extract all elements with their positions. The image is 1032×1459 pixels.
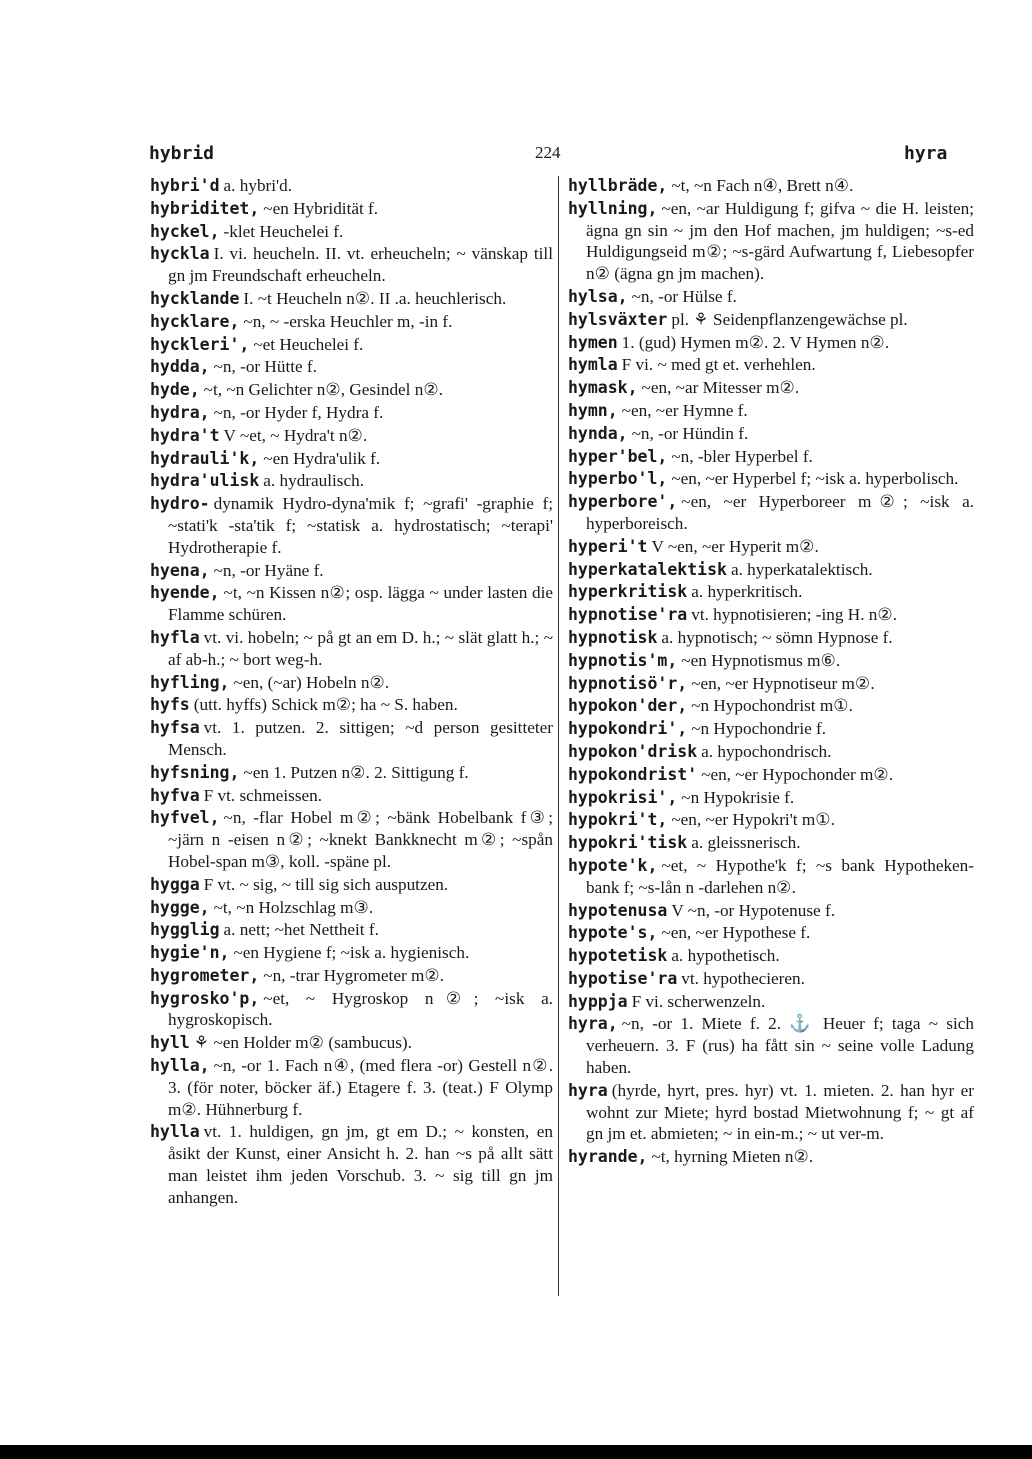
dictionary-entry <box>568 650 974 672</box>
dictionary-entry <box>568 309 974 331</box>
entry-headword: hyperkritisk <box>568 582 688 602</box>
dictionary-entry <box>568 175 974 197</box>
entry-definition: ~n, -or Hyder f, Hydra f. <box>213 402 384 422</box>
dictionary-entry <box>150 1055 553 1120</box>
entry-headword: hylla <box>150 1122 200 1142</box>
entry-definition: pl. ⚘ Seidenpflanzengewächse pl. <box>671 309 908 329</box>
entry-definition: a. hypnotisch; ~ sömn Hypnose f. <box>661 627 893 647</box>
entry-headword: hydra, <box>150 402 210 422</box>
entry-headword: hyfsa <box>150 718 200 738</box>
entry-definition: I. ~t Heucheln n②. II .a. heuchlerisch. <box>243 288 507 308</box>
entry-definition: (utt. hyffs) Schick m②; ha ~ S. haben. <box>193 695 458 715</box>
entry-headword: hyende, <box>150 583 220 603</box>
dictionary-entry <box>568 900 974 922</box>
entry-definition: ~et, ~ Hygroskop n②; ~isk a. hygroskopisch. <box>168 988 553 1030</box>
dictionary-entry <box>568 855 974 899</box>
entry-headword: hypotenusa <box>568 900 668 920</box>
header-first-word: hybrid <box>149 143 215 164</box>
entry-definition: ~t, ~n Holzschlag m③. <box>213 897 374 917</box>
entry-definition: a. hypochondrisch. <box>701 741 832 761</box>
dictionary-entry <box>150 897 553 919</box>
right-column <box>568 175 974 1169</box>
entry-headword: hypnotisö'r, <box>568 673 688 693</box>
entry-definition: ~en Hygiene f; ~isk a. hygienisch. <box>233 943 470 963</box>
dictionary-entry <box>568 491 974 535</box>
entry-definition: ~n, -or Hündin f. <box>631 423 749 443</box>
entry-headword: hycklare, <box>150 311 240 331</box>
entry-definition: ~n Hypochondrie f. <box>691 719 827 739</box>
entry-headword: hylsa, <box>568 286 628 306</box>
dictionary-entry <box>150 402 553 424</box>
entry-headword: hydrauli'k, <box>150 448 260 468</box>
entry-headword: hymen <box>568 332 618 352</box>
entry-headword: hypotise'ra <box>568 968 678 988</box>
entry-definition: ~en, ~er Hypnotiseur m②. <box>691 673 875 693</box>
entry-headword: hyllbräde, <box>568 176 668 195</box>
entry-headword: hygga <box>150 874 200 894</box>
entry-headword: hylsväxter <box>568 309 668 329</box>
dictionary-entry <box>568 400 974 422</box>
entry-headword: hymla <box>568 355 618 375</box>
entry-headword: hybri'd <box>150 176 220 195</box>
dictionary-entry <box>568 945 974 967</box>
dictionary-entry <box>568 354 974 376</box>
entry-definition: dynamik Hydro-dyna'mik f; ~grafi' -graphie f; ~stati'k -sta'tik f; ~statisk a. hydrostatisch; ~terapi' Hydrotherapie f. <box>168 494 553 557</box>
entry-definition: a. hybri'd. <box>223 176 293 195</box>
dictionary-entry <box>150 942 553 964</box>
dictionary-entry <box>150 470 553 492</box>
entry-definition: ~n, -bler Hyperbel f. <box>671 446 813 466</box>
entry-headword: hypote'k, <box>568 855 658 875</box>
entry-headword: hypokon'drisk <box>568 741 698 761</box>
dictionary-entry <box>150 988 553 1032</box>
entry-headword: hyfvel, <box>150 808 220 828</box>
entry-headword: hyfla <box>150 627 200 647</box>
page-number: 224 <box>535 143 561 162</box>
entry-headword: hyfva <box>150 785 200 805</box>
dictionary-entry <box>150 175 553 197</box>
entry-definition: ~n, ~ -erska Heuchler m, -in f. <box>243 311 453 331</box>
entry-definition: I. vi. heucheln. II. vt. erheucheln; ~ vänskap till gn jm Freundschaft erheucheln. <box>168 244 553 286</box>
entry-headword: hygglig <box>150 920 220 940</box>
entry-definition: a. hydraulisch. <box>263 471 364 491</box>
entry-headword: hygie'n, <box>150 943 230 963</box>
dictionary-entry <box>150 672 553 694</box>
entry-headword: hynda, <box>568 423 628 443</box>
entry-definition: vt. 1. huldigen, gn jm, gt em D.; ~ konsten, en åsikt der Kunst, einer Ansicht h. 2. han ~s på allt sätt man leistet ihm jeden Vorschub. 3. ~ sig till gn jm anhangen. <box>168 1122 553 1207</box>
entry-definition: ~en, ~ar Mitesser m②. <box>641 378 800 398</box>
entry-headword: hydra'ulisk <box>150 471 260 491</box>
entry-definition: vt. 1. putzen. 2. sittigen; ~d person gesitteter Mensch. <box>168 718 553 759</box>
dictionary-entry <box>568 604 974 626</box>
entry-headword: hyfling, <box>150 672 230 692</box>
entry-headword: hygrometer, <box>150 965 260 985</box>
entry-definition: ~en, (~ar) Hobeln n②. <box>233 672 390 692</box>
dictionary-entry <box>568 787 974 809</box>
entry-definition: ~en 1. Putzen n②. 2. Sittigung f. <box>243 762 469 782</box>
entry-definition: ~n Hypochondrist m①. <box>691 696 853 716</box>
entry-definition: a. hyperkatalektisch. <box>730 559 873 579</box>
entry-definition: ~n Hypokrisie f. <box>681 787 795 807</box>
dictionary-entry <box>568 673 974 695</box>
entry-definition: ~t, ~n Kissen n②; osp. lägga ~ under lasten die Flamme schüren. <box>168 583 553 625</box>
entry-headword: hyperkatalektisk <box>568 559 727 579</box>
entry-headword: hyperi't <box>568 536 648 556</box>
dictionary-entry <box>150 1121 553 1208</box>
dictionary-entry <box>150 311 553 333</box>
entry-definition: a. hypothetisch. <box>671 946 780 966</box>
dictionary-entry <box>150 694 553 716</box>
dictionary-entry <box>150 762 553 784</box>
dictionary-entry <box>150 560 553 582</box>
entry-headword: hymn, <box>568 400 618 420</box>
dictionary-entry <box>568 332 974 354</box>
entry-definition: F vt. ~ sig, ~ till sig sich ausputzen. <box>203 874 449 894</box>
dictionary-entry <box>150 243 553 287</box>
entry-definition: ~t, ~n Gelichter n②, Gesindel n②. <box>203 380 444 400</box>
dictionary-entry <box>568 968 974 990</box>
entry-headword: hyfsning, <box>150 762 240 782</box>
entry-definition: (hyrde, hyrt, pres. hyr) vt. 1. mieten. 2. han hyr er wohnt zur Miete; hyrd bostad Mietwohnung f; ~ gt af gn jm et. abmieten; ~ in ein-m.; ~ ut ver-m. <box>586 1080 974 1144</box>
entry-headword: hyckla <box>150 244 210 264</box>
entry-headword: hyckel, <box>150 221 220 241</box>
dictionary-entry <box>150 448 553 470</box>
dictionary-entry <box>568 718 974 740</box>
entry-headword: hydda, <box>150 357 210 377</box>
entry-definition: a. hyperkritisch. <box>691 582 803 602</box>
entry-headword: hydro- <box>150 494 210 514</box>
dictionary-entry <box>150 379 553 401</box>
dictionary-entry <box>150 356 553 378</box>
entry-headword: hyena, <box>150 560 210 580</box>
entry-definition: ~t, hyrning Mieten n②. <box>651 1147 814 1167</box>
entry-definition: ~en, ~er Hypothese f. <box>661 923 811 943</box>
dictionary-entry <box>568 991 974 1013</box>
dictionary-entry <box>568 832 974 854</box>
entry-headword: hylla, <box>150 1056 210 1076</box>
entry-definition: ~en Hypnotismus m⑥. <box>681 650 841 670</box>
dictionary-entry <box>150 425 553 447</box>
entry-headword: hypotetisk <box>568 946 668 966</box>
entry-headword: hymask, <box>568 378 638 398</box>
entry-headword: hyllning, <box>568 198 658 218</box>
entry-headword: hypnotisk <box>568 627 658 647</box>
dictionary-entry <box>150 1032 553 1054</box>
dictionary-entry <box>150 919 553 941</box>
dictionary-entry <box>150 807 553 872</box>
dictionary-entry <box>150 334 553 356</box>
entry-definition: -klet Heuchelei f. <box>223 221 344 241</box>
entry-headword: hypokri'tisk <box>568 833 688 853</box>
entry-definition: F vi. scherwenzeln. <box>631 991 766 1011</box>
header-last-word: hyra <box>904 143 948 164</box>
dictionary-entry <box>568 468 974 490</box>
dictionary-entry <box>150 493 553 558</box>
entry-definition: ~et Heuchelei f. <box>253 334 364 354</box>
dictionary-entry <box>568 627 974 649</box>
entry-headword: hygge, <box>150 897 210 917</box>
entry-definition: ~n, -or Hyäne f. <box>213 560 324 580</box>
entry-headword: hypokondrist' <box>568 764 698 784</box>
entry-definition: a. gleissnerisch. <box>691 833 801 853</box>
column-divider <box>558 176 559 1296</box>
entry-headword: hyperbore', <box>568 492 678 512</box>
dictionary-entry <box>150 198 553 220</box>
entry-definition: ~en, ~er Hypochonder m②. <box>701 764 894 784</box>
entry-definition: ⚘ ~en Holder m② (sambucus). <box>193 1033 412 1053</box>
entry-definition: V ~en, ~er Hyperit m②. <box>651 536 819 556</box>
dictionary-entry <box>568 423 974 445</box>
entry-definition: ~n, -flar Hobel m②; ~bänk Hobelbank f③; ~järn n -eisen n②; ~knekt Bankknecht m②; ~spån Hobel-span m③, koll. -späne pl. <box>168 808 553 871</box>
entry-headword: hypote's, <box>568 923 658 943</box>
entry-headword: hyra, <box>568 1014 618 1034</box>
scan-edge <box>0 1445 1032 1459</box>
entry-definition: ~en Hybridität f. <box>263 198 379 218</box>
dictionary-entry <box>568 377 974 399</box>
entry-definition: a. nett; ~het Nettheit f. <box>223 920 379 940</box>
dictionary-entry <box>568 764 974 786</box>
dictionary-entry <box>568 922 974 944</box>
dictionary-entry <box>150 965 553 987</box>
entry-headword: hypnotise'ra <box>568 605 688 625</box>
dictionary-entry <box>568 581 974 603</box>
entry-definition: F vt. schmeissen. <box>203 785 323 805</box>
dictionary-entry <box>568 446 974 468</box>
entry-headword: hyll <box>150 1033 190 1053</box>
entry-headword: hypokri't, <box>568 810 668 830</box>
entry-definition: 1. (gud) Hymen m②. 2. V Hymen n②. <box>621 332 890 352</box>
entry-headword: hyckleri', <box>150 334 250 354</box>
entry-definition: ~et, ~ Hypothe'k f; ~s bank Hypotheken-bank f; ~s-lån n -darlehen n②. <box>586 855 974 897</box>
entry-headword: hyde, <box>150 380 200 400</box>
entry-definition: F vi. ~ med gt et. verhehlen. <box>621 355 816 375</box>
dictionary-entry <box>568 741 974 763</box>
dictionary-entry <box>568 809 974 831</box>
dictionary-entry <box>568 198 974 285</box>
entry-definition: vt. vi. hobeln; ~ på gt an em D. h.; ~ slät glatt h.; ~ af ab-h.; ~ bort weg-h. <box>168 627 553 669</box>
entry-definition: ~en, ~er Hyperbel f; ~isk a. hyperbolisch. <box>671 469 959 489</box>
dictionary-entry <box>150 221 553 243</box>
entry-headword: hyfs <box>150 695 190 715</box>
dictionary-entry <box>150 582 553 626</box>
dictionary-entry <box>150 874 553 896</box>
entry-headword: hypokon'der, <box>568 696 688 716</box>
entry-headword: hycklande <box>150 288 240 308</box>
entry-definition: ~en, ~er Hyperboreer m②; ~isk a. hyperboreisch. <box>586 492 974 533</box>
entry-definition: ~n, -or Hütte f. <box>213 357 317 377</box>
dictionary-entry <box>150 717 553 761</box>
entry-headword: hypokondri', <box>568 719 688 739</box>
dictionary-entry <box>150 288 553 310</box>
entry-headword: hydra't <box>150 425 220 445</box>
entry-definition: ~n, -or 1. Miete f. 2. ⚓ Heuer f; taga ~ sich verheuern. 3. F (rus) ha fått sin ~ seine volle Ladung haben. <box>586 1014 974 1078</box>
dictionary-entry <box>568 286 974 308</box>
entry-definition: ~en Hydra'ulik f. <box>263 448 381 468</box>
entry-definition: ~en, ~ar Huldigung f; gifva ~ die H. leisten; ägna gn sin ~ jm den Hof machen, jm huldigen; ~s-ed Huldigungseid m②; ~s-gärd Aufwartung f, Liebesopfer n② (ägna gn jm machen). <box>586 198 974 284</box>
left-column <box>150 175 553 1210</box>
entry-headword: hyrande, <box>568 1147 648 1167</box>
entry-headword: hyppja <box>568 991 628 1011</box>
entry-definition: ~en, ~er Hymne f. <box>621 400 748 420</box>
entry-definition: ~n, -trar Hygrometer m②. <box>263 965 445 985</box>
entry-headword: hygrosko'p, <box>150 988 260 1008</box>
dictionary-entry <box>568 1146 974 1168</box>
dictionary-entry <box>568 1013 974 1078</box>
entry-definition: ~t, ~n Fach n④, Brett n④. <box>671 176 854 195</box>
dictionary-entry <box>568 695 974 717</box>
entry-definition: vt. hypnotisieren; -ing H. n②. <box>691 605 898 625</box>
dictionary-entry <box>568 536 974 558</box>
dictionary-entry <box>150 627 553 671</box>
entry-headword: hyperbo'l, <box>568 469 668 489</box>
dictionary-entry <box>568 559 974 581</box>
entry-definition: ~n, -or Hülse f. <box>631 286 737 306</box>
entry-definition: vt. hypothecieren. <box>681 968 805 988</box>
entry-headword: hyra <box>568 1080 608 1100</box>
entry-definition: V ~n, -or Hypotenuse f. <box>671 900 835 920</box>
dictionary-entry <box>150 785 553 807</box>
entry-definition: V ~et, ~ Hydra't n②. <box>223 425 368 445</box>
entry-definition: ~n, -or 1. Fach n④, (med flera -or) Gestell n②. 3. (för noter, böcker äf.) Etagere f. 3. (teat.) F Olymp m②. Hühnerburg f. <box>168 1056 553 1119</box>
dictionary-entry <box>568 1080 974 1145</box>
entry-headword: hyper'bel, <box>568 446 668 466</box>
entry-headword: hybriditet, <box>150 198 260 218</box>
entry-headword: hypokrisi', <box>568 787 678 807</box>
entry-headword: hypnotis'm, <box>568 650 678 670</box>
entry-definition: ~en, ~er Hypokri't m①. <box>671 810 835 830</box>
